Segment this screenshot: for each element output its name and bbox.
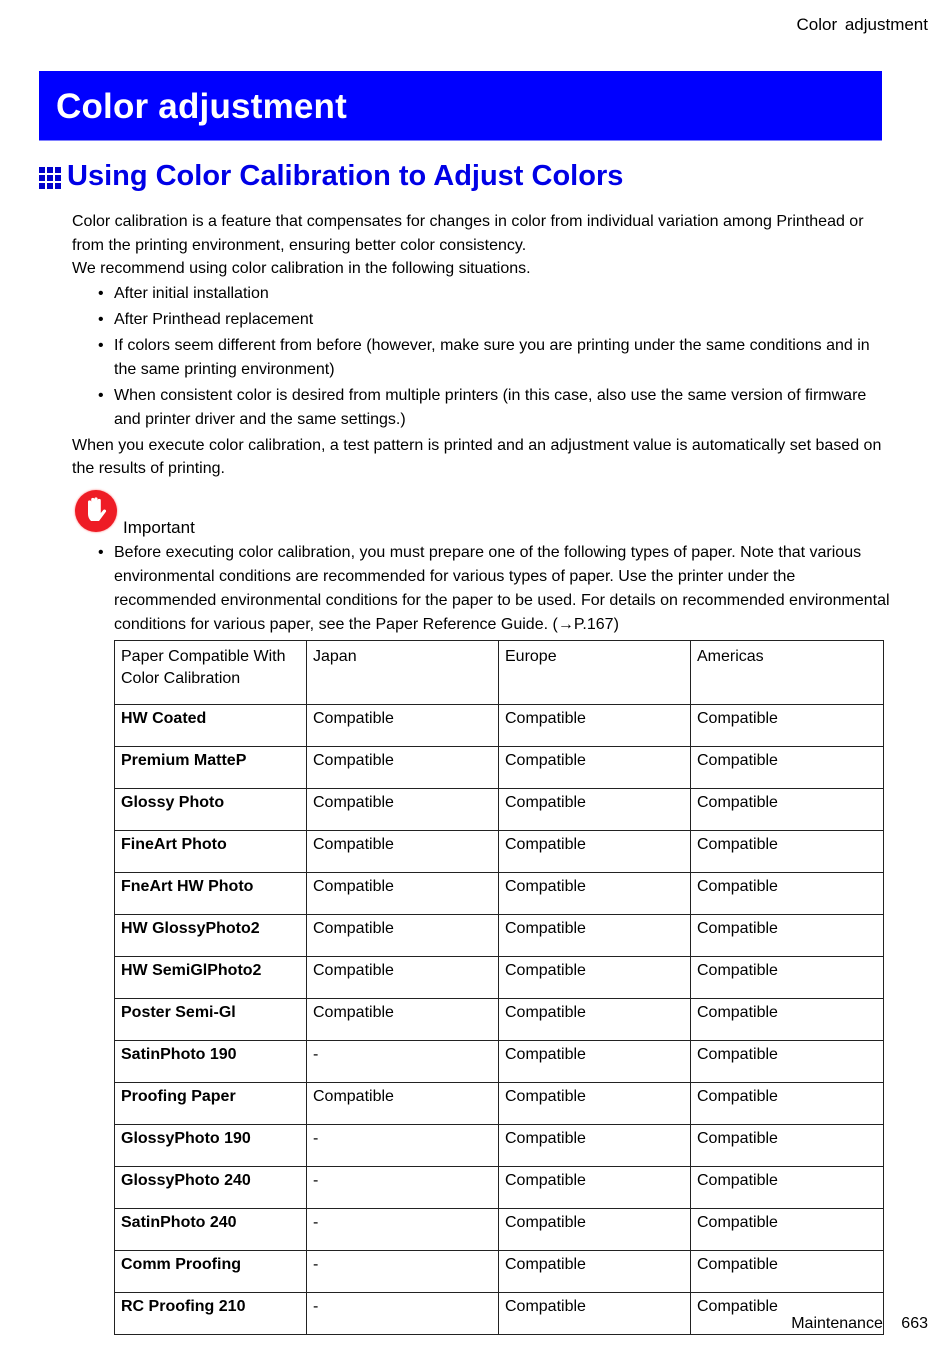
- compatibility-cell: Compatible: [307, 831, 499, 873]
- paper-name-cell: SatinPhoto 190: [115, 1041, 307, 1083]
- compatibility-cell: Compatible: [691, 1251, 884, 1293]
- table-row: [115, 789, 884, 831]
- compatibility-cell: Compatible: [307, 705, 499, 747]
- compatibility-cell: -: [307, 1041, 499, 1083]
- table-row: [115, 1167, 884, 1209]
- compatibility-cell: Compatible: [499, 747, 691, 789]
- compatibility-cell: Compatible: [499, 957, 691, 999]
- compatibility-cell: Compatible: [499, 705, 691, 747]
- paper-name-cell: Glossy Photo: [115, 789, 307, 831]
- compatibility-cell: Compatible: [691, 1293, 884, 1335]
- paper-name-cell: Premium MatteP: [115, 747, 307, 789]
- intro-paragraph: We recommend using color calibration in the following situations.: [72, 260, 531, 277]
- table-body: [115, 705, 884, 1335]
- compatibility-cell: Compatible: [499, 1041, 691, 1083]
- compatibility-cell: Compatible: [307, 747, 499, 789]
- compatibility-cell: -: [307, 1125, 499, 1167]
- paper-name-cell: SatinPhoto 240: [115, 1209, 307, 1251]
- compatibility-cell: Compatible: [691, 831, 884, 873]
- column-header: Europe: [499, 641, 691, 705]
- table-row: [115, 1293, 884, 1335]
- chapter-title: Color adjustment: [56, 87, 347, 126]
- table-row: [115, 1251, 884, 1293]
- paper-name-cell: HW SemiGlPhoto2: [115, 957, 307, 999]
- compatibility-cell: Compatible: [691, 957, 884, 999]
- paper-name-cell: GlossyPhoto 190: [115, 1125, 307, 1167]
- compatibility-cell: Compatible: [499, 831, 691, 873]
- table-row: [115, 957, 884, 999]
- compatibility-cell: -: [307, 1167, 499, 1209]
- paper-name-cell: Poster Semi-Gl: [115, 999, 307, 1041]
- compatibility-cell: Compatible: [307, 873, 499, 915]
- page-number: 663: [901, 1315, 928, 1332]
- compatibility-cell: Compatible: [307, 957, 499, 999]
- compatibility-cell: Compatible: [691, 999, 884, 1041]
- compatibility-cell: Compatible: [499, 1293, 691, 1335]
- important-label: Important: [123, 518, 195, 537]
- paper-name-cell: HW Coated: [115, 705, 307, 747]
- situations-list: [72, 282, 892, 432]
- paper-name-cell: Proofing Paper: [115, 1083, 307, 1125]
- compatibility-cell: Compatible: [691, 1167, 884, 1209]
- list-item: • When consistent color is desired from multiple printers (in this case, also use the same version of firmware and printer driver and the same settings.): [114, 384, 892, 432]
- list-item: • After Printhead replacement: [114, 308, 892, 332]
- table-row: [115, 747, 884, 789]
- list-item: • After initial installation: [114, 282, 892, 306]
- paper-name-cell: FineArt Photo: [115, 831, 307, 873]
- compatibility-cell: Compatible: [499, 873, 691, 915]
- section-title: Using Color Calibration to Adjust Colors: [67, 160, 624, 192]
- table-row: [115, 873, 884, 915]
- table-header-row: [115, 641, 884, 705]
- footer-section: Maintenance: [791, 1315, 883, 1332]
- compatibility-cell: Compatible: [499, 1167, 691, 1209]
- compatibility-cell: Compatible: [307, 999, 499, 1041]
- paper-name-cell: FneArt HW Photo: [115, 873, 307, 915]
- section-heading: [39, 160, 623, 193]
- paper-name-cell: GlossyPhoto 240: [115, 1167, 307, 1209]
- compatibility-cell: Compatible: [499, 1209, 691, 1251]
- compatibility-cell: Compatible: [691, 873, 884, 915]
- compatibility-cell: Compatible: [691, 705, 884, 747]
- compatibility-cell: -: [307, 1251, 499, 1293]
- compatibility-cell: Compatible: [691, 1083, 884, 1125]
- column-header: Paper Compatible With Color Calibration: [115, 641, 307, 705]
- list-item: • If colors seem different from before (however, make sure you are printing under the same conditions and in the same printing environment): [114, 334, 892, 382]
- compatibility-cell: Compatible: [499, 1125, 691, 1167]
- table-row: [115, 1209, 884, 1251]
- compatibility-cell: Compatible: [307, 1083, 499, 1125]
- compatibility-cell: Compatible: [307, 789, 499, 831]
- compatibility-cell: Compatible: [499, 789, 691, 831]
- intro-text: [72, 210, 892, 481]
- paper-name-cell: HW GlossyPhoto2: [115, 915, 307, 957]
- paper-name-cell: RC Proofing 210: [115, 1293, 307, 1335]
- table-row: [115, 915, 884, 957]
- table-row: [115, 831, 884, 873]
- compatibility-cell: Compatible: [691, 789, 884, 831]
- compatibility-cell: -: [307, 1293, 499, 1335]
- list-item: • Before executing color calibration, you must prepare one of the following types of paper. Note that various environmental conditions are recommended for various types of paper. Use the printer under the recommended environmental conditions for the paper to be used. For details on recommended environmental conditions for various paper, see the Paper Reference Guide. (→P.167): [114, 541, 892, 637]
- important-callout: [75, 490, 195, 537]
- intro-paragraph: When you execute color calibration, a test pattern is printed and an adjustment value is automatically set based on the results of printing.: [72, 436, 882, 477]
- compatibility-cell: Compatible: [307, 915, 499, 957]
- compatibility-cell: Compatible: [691, 1041, 884, 1083]
- grid-icon: [39, 167, 61, 189]
- intro-paragraph: Color calibration is a feature that compensates for changes in color from individual variation among Printhead or from the printing environment, ensuring better color consistency.: [72, 213, 864, 254]
- paper-compatibility-table: [114, 640, 884, 1335]
- stop-hand-icon: [75, 490, 117, 532]
- column-header: Americas: [691, 641, 884, 705]
- table-row: [115, 705, 884, 747]
- compatibility-cell: Compatible: [691, 747, 884, 789]
- compatibility-cell: Compatible: [691, 1209, 884, 1251]
- important-notes: [72, 541, 892, 637]
- column-header: Japan: [307, 641, 499, 705]
- table-row: [115, 1083, 884, 1125]
- compatibility-cell: -: [307, 1209, 499, 1251]
- table-row: [115, 1041, 884, 1083]
- compatibility-cell: Compatible: [499, 999, 691, 1041]
- chapter-banner: [39, 71, 882, 141]
- compatibility-cell: Compatible: [691, 1125, 884, 1167]
- table-row: [115, 999, 884, 1041]
- compatibility-cell: Compatible: [499, 1083, 691, 1125]
- paper-name-cell: Comm Proofing: [115, 1251, 307, 1293]
- compatibility-cell: Compatible: [499, 1251, 691, 1293]
- running-head: Color adjustment: [796, 15, 928, 34]
- compatibility-cell: Compatible: [691, 915, 884, 957]
- page-footer: [791, 1315, 928, 1333]
- table-row: [115, 1125, 884, 1167]
- compatibility-cell: Compatible: [499, 915, 691, 957]
